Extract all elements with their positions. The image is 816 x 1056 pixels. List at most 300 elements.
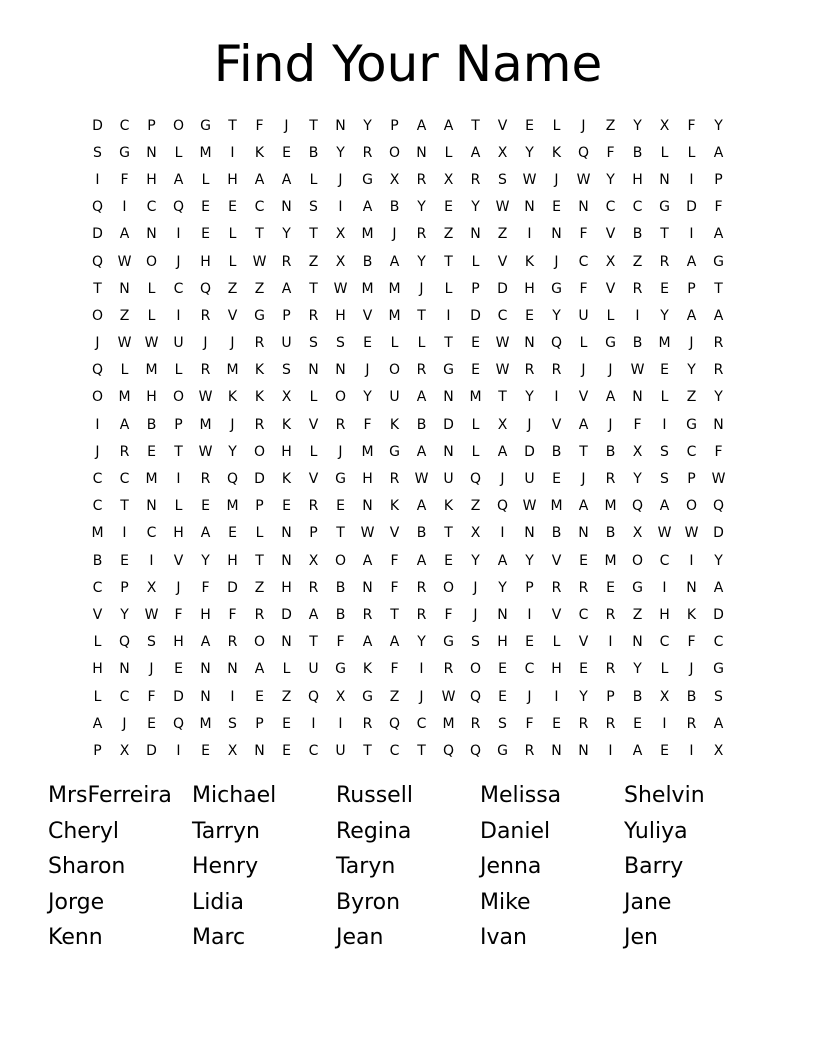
grid-letter: R	[443, 661, 454, 678]
grid-letter: T	[255, 226, 264, 243]
grid-letter: H	[146, 389, 157, 406]
grid-letter: G	[497, 742, 508, 759]
grid-letter: Y	[471, 199, 480, 216]
grid-letter: M	[469, 389, 482, 406]
grid-letter: H	[281, 579, 292, 596]
grid-letter: E	[201, 226, 210, 243]
grid-letter: N	[281, 552, 292, 569]
grid-letter: L	[309, 389, 318, 406]
grid-letter: H	[200, 606, 211, 623]
grid-letter: W	[522, 498, 537, 515]
grid-letter: M	[145, 471, 158, 488]
grid-letter: B	[632, 335, 643, 352]
grid-letter: I	[176, 307, 181, 324]
grid-letter: R	[335, 416, 346, 433]
grid-letter: N	[578, 742, 589, 759]
grid-letter: Q	[712, 498, 725, 515]
grid-letter: J	[527, 416, 532, 433]
grid-letter: Z	[227, 280, 238, 297]
grid-letter: E	[444, 552, 453, 569]
grid-letter: Y	[633, 117, 642, 134]
grid-letter: G	[443, 362, 454, 379]
grid-letter: H	[497, 634, 508, 651]
grid-letter: J	[581, 471, 586, 488]
grid-letter: S	[93, 144, 102, 161]
grid-letter: K	[686, 606, 697, 623]
grid-letter: E	[606, 579, 615, 596]
grid-letter: R	[227, 634, 238, 651]
grid-letter: J	[689, 661, 694, 678]
grid-letter: J	[149, 661, 154, 678]
grid-letter: R	[416, 606, 427, 623]
grid-letter: G	[362, 171, 373, 188]
grid-letter: R	[578, 715, 589, 732]
grid-letter: P	[255, 715, 264, 732]
grid-letter: H	[632, 171, 643, 188]
grid-letter: L	[309, 171, 318, 188]
grid-letter: N	[146, 498, 157, 515]
grid-letter: R	[470, 715, 481, 732]
grid-letter: I	[176, 742, 181, 759]
grid-letter: N	[335, 362, 346, 379]
grid-letter: R	[551, 362, 562, 379]
grid-letter: E	[228, 199, 237, 216]
grid-letter: X	[497, 416, 508, 433]
grid-letter: G	[713, 253, 724, 270]
grid-letter: F	[579, 280, 588, 297]
grid-letter: F	[147, 688, 156, 705]
grid-letter: I	[311, 715, 316, 732]
grid-letter: L	[660, 389, 669, 406]
grid-letter: J	[500, 471, 505, 488]
grid-letter: A	[362, 199, 373, 216]
grid-letter: C	[686, 443, 697, 460]
grid-letter: Q	[469, 688, 482, 705]
grid-letter: E	[363, 335, 372, 352]
grid-letter: E	[525, 117, 534, 134]
word-list-item: Henry	[192, 854, 259, 880]
grid-letter: Q	[631, 498, 644, 515]
grid-letter: N	[443, 443, 454, 460]
grid-letter: H	[659, 606, 670, 623]
grid-letter: S	[660, 471, 669, 488]
grid-letter: R	[605, 606, 616, 623]
grid-letter: J	[176, 579, 181, 596]
grid-letter: Y	[552, 307, 561, 324]
word-list-item: Sharon	[48, 854, 126, 880]
grid-letter: Y	[417, 634, 426, 651]
grid-letter: F	[120, 171, 129, 188]
grid-letter: R	[200, 471, 211, 488]
grid-letter: G	[200, 117, 211, 134]
page-title: Find Your Name	[213, 35, 603, 93]
grid-letter: V	[551, 606, 562, 623]
grid-letter: M	[118, 389, 131, 406]
grid-letter: I	[689, 226, 694, 243]
grid-letter: S	[336, 335, 345, 352]
grid-letter: Y	[714, 552, 723, 569]
grid-letter: R	[605, 715, 616, 732]
grid-letter: I	[95, 416, 100, 433]
grid-letter: I	[608, 634, 613, 651]
grid-letter: W	[198, 389, 213, 406]
grid-letter: L	[228, 226, 237, 243]
grid-letter: N	[578, 199, 589, 216]
grid-letter: H	[362, 471, 373, 488]
grid-letter: S	[498, 715, 507, 732]
grid-letter: I	[608, 742, 613, 759]
grid-letter: E	[174, 661, 183, 678]
grid-letter: A	[92, 715, 103, 732]
grid-letter: M	[658, 335, 671, 352]
word-list-item: Jen	[624, 925, 658, 951]
grid-letter: I	[338, 715, 343, 732]
grid-letter: Y	[633, 471, 642, 488]
grid-letter: N	[686, 579, 697, 596]
grid-letter: J	[365, 362, 370, 379]
grid-letter: R	[551, 579, 562, 596]
grid-letter: A	[200, 525, 211, 542]
grid-letter: S	[498, 171, 507, 188]
grid-letter: G	[659, 199, 670, 216]
grid-letter: E	[201, 498, 210, 515]
grid-letter: R	[416, 171, 427, 188]
grid-letter: J	[419, 688, 424, 705]
grid-letter: W	[576, 171, 591, 188]
grid-letter: F	[687, 634, 696, 651]
grid-letter: A	[578, 498, 589, 515]
grid-letter: E	[552, 471, 561, 488]
grid-letter: O	[91, 307, 104, 324]
grid-letter: A	[362, 634, 373, 651]
grid-letter: L	[147, 280, 156, 297]
grid-letter: N	[227, 661, 238, 678]
grid-letter: R	[470, 171, 481, 188]
grid-letter: Q	[199, 280, 212, 297]
grid-letter: X	[497, 144, 508, 161]
grid-letter: G	[119, 144, 130, 161]
grid-letter: H	[335, 307, 346, 324]
grid-letter: C	[119, 688, 130, 705]
word-list-item: Byron	[336, 889, 401, 915]
grid-letter: A	[470, 144, 481, 161]
grid-letter: N	[146, 144, 157, 161]
grid-letter: Q	[469, 742, 482, 759]
grid-letter: J	[554, 253, 559, 270]
grid-letter: H	[92, 661, 103, 678]
grid-letter: N	[551, 742, 562, 759]
grid-letter: A	[686, 253, 697, 270]
grid-letter: M	[91, 525, 104, 542]
grid-letter: N	[713, 416, 724, 433]
grid-letter: L	[174, 498, 183, 515]
grid-letter: S	[282, 362, 291, 379]
grid-letter: T	[444, 335, 453, 352]
grid-letter: W	[495, 362, 510, 379]
grid-letter: J	[581, 117, 586, 134]
grid-letter: E	[552, 715, 561, 732]
grid-letter: W	[252, 253, 267, 270]
grid-letter: W	[711, 471, 726, 488]
grid-letter: X	[659, 117, 670, 134]
grid-letter: A	[443, 117, 454, 134]
grid-letter: G	[389, 443, 400, 460]
grid-letter: C	[254, 199, 265, 216]
grid-letter: Q	[172, 199, 185, 216]
grid-letter: H	[227, 552, 238, 569]
grid-letter: I	[662, 579, 667, 596]
grid-letter: T	[309, 226, 318, 243]
grid-letter: N	[200, 688, 211, 705]
grid-letter: N	[119, 661, 130, 678]
grid-letter: W	[144, 335, 159, 352]
grid-letter: D	[686, 199, 697, 216]
grid-letter: O	[253, 634, 266, 651]
grid-letter: P	[471, 280, 480, 297]
grid-letter: O	[631, 552, 644, 569]
word-list-item: Ivan	[480, 925, 527, 951]
grid-letter: V	[497, 117, 508, 134]
grid-letter: C	[605, 199, 616, 216]
grid-letter: T	[93, 280, 102, 297]
grid-letter: T	[363, 742, 372, 759]
grid-letter: B	[686, 688, 697, 705]
grid-letter: Y	[363, 389, 372, 406]
grid-letter: H	[551, 661, 562, 678]
grid-letter: W	[144, 606, 159, 623]
grid-letter: B	[605, 443, 616, 460]
grid-letter: J	[95, 443, 100, 460]
grid-letter: N	[443, 389, 454, 406]
grid-letter: X	[443, 171, 454, 188]
grid-letter: Y	[363, 117, 372, 134]
grid-letter: O	[685, 498, 698, 515]
grid-letter: Z	[119, 307, 130, 324]
grid-letter: J	[554, 171, 559, 188]
grid-letter: Y	[525, 552, 534, 569]
grid-letter: B	[146, 416, 157, 433]
grid-letter: L	[174, 362, 183, 379]
grid-letter: Z	[497, 226, 508, 243]
grid-letter: G	[335, 661, 346, 678]
grid-letter: C	[308, 742, 319, 759]
grid-letter: Q	[91, 199, 104, 216]
grid-letter: S	[714, 688, 723, 705]
grid-letter: V	[227, 307, 238, 324]
grid-letter: X	[335, 688, 346, 705]
grid-letter: J	[338, 171, 343, 188]
grid-letter: V	[173, 552, 184, 569]
grid-letter: R	[362, 144, 373, 161]
grid-letter: V	[551, 416, 562, 433]
grid-letter: Y	[201, 552, 210, 569]
word-list-item: Cheryl	[48, 818, 120, 844]
grid-letter: O	[388, 144, 401, 161]
grid-letter: P	[93, 742, 102, 759]
grid-letter: F	[336, 634, 345, 651]
grid-letter: T	[498, 389, 507, 406]
grid-letter: L	[471, 253, 480, 270]
grid-letter: Z	[686, 389, 697, 406]
grid-letter: J	[608, 416, 613, 433]
grid-letter: J	[689, 335, 694, 352]
grid-letter: B	[335, 606, 346, 623]
grid-letter: Q	[307, 688, 320, 705]
grid-letter: B	[416, 525, 427, 542]
grid-letter: B	[551, 443, 562, 460]
grid-letter: P	[120, 579, 129, 596]
grid-letter: P	[390, 117, 399, 134]
word-list-item: Barry	[624, 854, 684, 880]
grid-letter: F	[390, 552, 399, 569]
grid-letter: E	[255, 688, 264, 705]
grid-letter: R	[605, 471, 616, 488]
word-list-item: Russell	[336, 783, 413, 808]
grid-letter: L	[552, 634, 561, 651]
grid-letter: M	[388, 307, 401, 324]
grid-letter: A	[713, 144, 724, 161]
grid-letter: R	[524, 362, 535, 379]
grid-letter: E	[147, 715, 156, 732]
grid-letter: E	[282, 742, 291, 759]
grid-letter: N	[281, 199, 292, 216]
grid-letter: R	[362, 606, 373, 623]
grid-letter: C	[578, 253, 589, 270]
grid-letter: D	[713, 525, 724, 542]
grid-letter: C	[416, 715, 427, 732]
word-list-item: Kenn	[48, 925, 103, 951]
word-list-item: Michael	[192, 783, 277, 808]
grid-letter: N	[254, 742, 265, 759]
grid-letter: L	[93, 634, 102, 651]
grid-letter: H	[173, 634, 184, 651]
grid-letter: Y	[714, 117, 723, 134]
grid-letter: L	[309, 443, 318, 460]
grid-letter: Z	[605, 117, 616, 134]
grid-letter: I	[176, 226, 181, 243]
grid-letter: P	[309, 525, 318, 542]
grid-letter: A	[281, 280, 292, 297]
grid-letter: L	[552, 117, 561, 134]
grid-letter: Q	[91, 362, 104, 379]
grid-letter: V	[389, 525, 400, 542]
grid-letter: M	[226, 362, 239, 379]
grid-letter: K	[551, 144, 562, 161]
grid-letter: X	[308, 552, 319, 569]
grid-letter: L	[687, 144, 696, 161]
grid-letter: M	[604, 498, 617, 515]
grid-letter: Y	[579, 688, 588, 705]
grid-letter: G	[632, 579, 643, 596]
grid-letter: R	[713, 335, 724, 352]
grid-letter: L	[660, 661, 669, 678]
grid-letter: P	[525, 579, 534, 596]
grid-letter: T	[336, 525, 345, 542]
grid-letter: R	[281, 253, 292, 270]
grid-letter: W	[414, 471, 429, 488]
grid-letter: A	[416, 498, 427, 515]
grid-letter: L	[255, 525, 264, 542]
word-list-item: Melissa	[480, 783, 562, 808]
grid-letter: I	[122, 199, 127, 216]
grid-letter: C	[146, 199, 157, 216]
grid-letter: N	[551, 226, 562, 243]
word-list-item: Lidia	[192, 889, 244, 915]
grid-letter: R	[389, 471, 400, 488]
grid-letter: L	[120, 362, 129, 379]
grid-letter: E	[579, 552, 588, 569]
grid-letter: J	[392, 226, 397, 243]
grid-letter: N	[119, 280, 130, 297]
grid-letter: I	[230, 144, 235, 161]
grid-letter: J	[203, 335, 208, 352]
grid-letter: C	[92, 579, 103, 596]
grid-letter: N	[362, 498, 373, 515]
grid-letter: E	[147, 443, 156, 460]
grid-letter: N	[497, 606, 508, 623]
grid-letter: F	[174, 606, 183, 623]
grid-letter: D	[443, 416, 454, 433]
grid-letter: O	[388, 362, 401, 379]
grid-letter: X	[605, 253, 616, 270]
grid-letter: I	[176, 471, 181, 488]
word-list-item: Yuliya	[624, 818, 688, 844]
grid-letter: A	[416, 117, 427, 134]
grid-letter: X	[659, 688, 670, 705]
grid-letter: A	[605, 389, 616, 406]
grid-letter: H	[146, 171, 157, 188]
grid-letter: E	[633, 715, 642, 732]
grid-letter: N	[308, 362, 319, 379]
grid-letter: T	[120, 498, 129, 515]
grid-letter: I	[689, 552, 694, 569]
grid-letter: A	[713, 715, 724, 732]
grid-letter: Q	[226, 471, 239, 488]
grid-letter: C	[92, 471, 103, 488]
grid-letter: N	[632, 634, 643, 651]
grid-letter: T	[174, 443, 183, 460]
grid-letter: K	[281, 416, 292, 433]
grid-letter: R	[578, 579, 589, 596]
grid-letter: Y	[417, 253, 426, 270]
grid-letter: V	[605, 226, 616, 243]
grid-letter: D	[92, 117, 103, 134]
grid-letter: L	[471, 443, 480, 460]
grid-letter: Z	[281, 688, 292, 705]
grid-letter: J	[122, 715, 127, 732]
grid-letter: Y	[498, 579, 507, 596]
grid-letter: A	[119, 416, 130, 433]
grid-letter: H	[227, 171, 238, 188]
grid-letter: I	[95, 171, 100, 188]
grid-letter: I	[122, 525, 127, 542]
grid-letter: N	[578, 525, 589, 542]
grid-letter: R	[605, 661, 616, 678]
grid-letter: N	[659, 171, 670, 188]
grid-letter: U	[173, 335, 184, 352]
grid-letter: T	[579, 443, 588, 460]
grid-letter: I	[662, 715, 667, 732]
grid-letter: A	[497, 552, 508, 569]
grid-letter: B	[632, 226, 643, 243]
grid-letter: Y	[714, 389, 723, 406]
grid-letter: R	[119, 443, 130, 460]
word-list-item: Jenna	[480, 854, 542, 880]
grid-letter: D	[281, 606, 292, 623]
grid-letter: Y	[228, 443, 237, 460]
grid-letter: F	[687, 117, 696, 134]
grid-letter: J	[473, 606, 478, 623]
